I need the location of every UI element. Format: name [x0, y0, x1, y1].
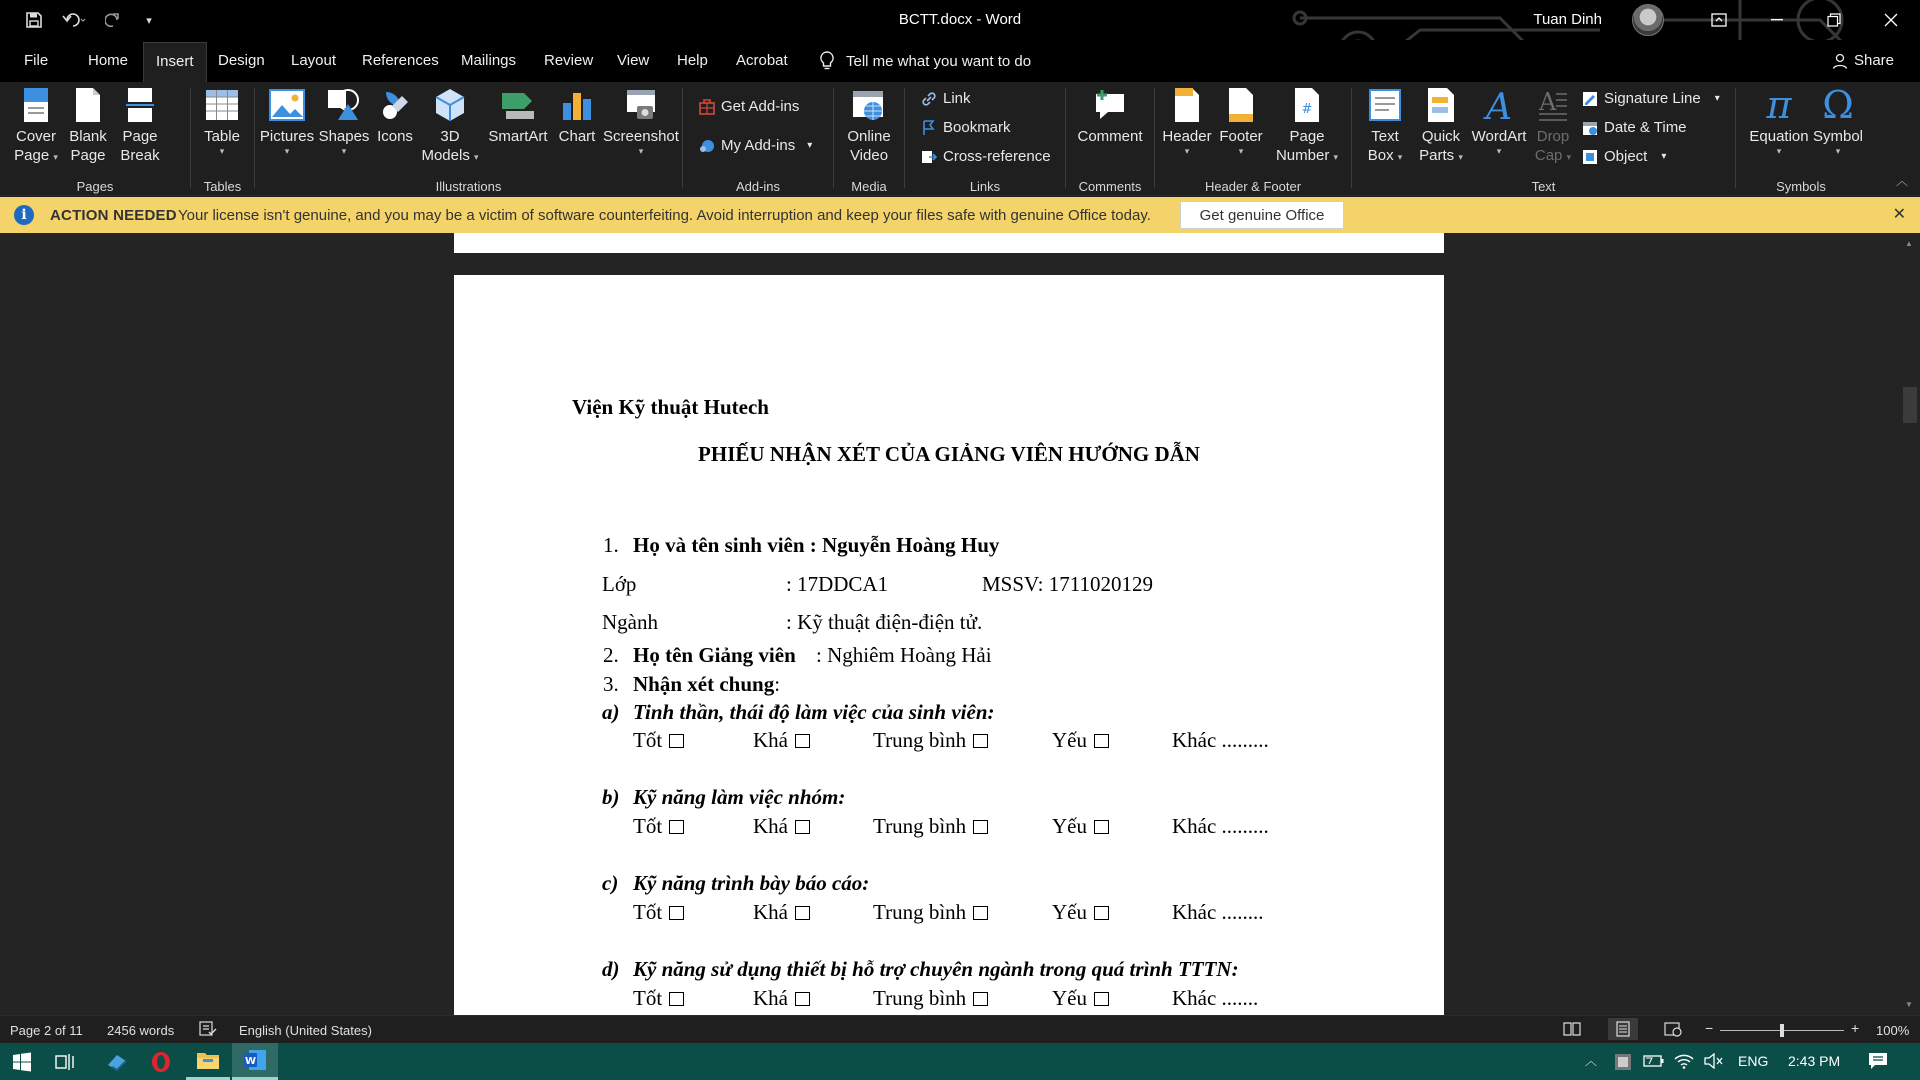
- wordart-icon: [1481, 86, 1517, 124]
- quick-parts-icon: [1423, 86, 1459, 124]
- task-view-icon[interactable]: [44, 1043, 88, 1080]
- checkbox[interactable]: [1094, 820, 1109, 834]
- input-language[interactable]: ENG: [1738, 1053, 1769, 1069]
- chart-button[interactable]: Chart: [552, 86, 602, 146]
- cross-reference-icon: [921, 149, 937, 165]
- text-box-icon: [1367, 86, 1403, 124]
- tab-view[interactable]: View: [617, 52, 650, 69]
- rating-weak: Yếu: [1052, 728, 1109, 753]
- rating-good: Tốt: [633, 728, 684, 753]
- ribbon-insert: [0, 82, 1920, 196]
- drop-cap-button[interactable]: A Drop Cap ▾: [1534, 88, 1572, 164]
- group-label-media: Media: [851, 179, 887, 194]
- equation-button[interactable]: π Equation ▾: [1749, 83, 1809, 156]
- customize-qat-icon[interactable]: ▾: [146, 14, 152, 27]
- criteria-letter: d): [602, 957, 620, 981]
- checkbox[interactable]: [669, 992, 684, 1006]
- group-label-symbols: Symbols: [1776, 179, 1826, 194]
- student-name-line: Họ và tên sinh viên : Nguyễn Hoàng Huy: [633, 533, 1000, 557]
- checkbox[interactable]: [795, 820, 810, 834]
- cover-page-button[interactable]: Cover Page ▾: [10, 86, 62, 165]
- general-comment-heading: Nhận xét chung:: [633, 672, 781, 696]
- symbol-button[interactable]: Ω Symbol ▾: [1812, 83, 1864, 156]
- word-count[interactable]: 2456 words: [107, 1023, 175, 1038]
- title-bar: [0, 0, 1920, 40]
- scroll-up-icon[interactable]: ▲: [1905, 239, 1913, 248]
- checkbox[interactable]: [1094, 734, 1109, 748]
- header-button[interactable]: Header ▾: [1161, 86, 1213, 156]
- link-button[interactable]: Link: [921, 90, 971, 107]
- word-icon[interactable]: [232, 1043, 278, 1080]
- list-number: 2.: [603, 643, 619, 667]
- group-label-header-footer: Header & Footer: [1204, 179, 1302, 194]
- tell-me-search[interactable]: [820, 51, 1031, 71]
- rating-other: Khác .........: [1172, 728, 1269, 752]
- online-video-button[interactable]: Online Video: [842, 86, 896, 165]
- footer-icon: [1223, 86, 1259, 124]
- smartart-button[interactable]: SmartArt: [483, 86, 553, 146]
- rating-other: Khác ........: [1172, 900, 1264, 924]
- tab-help[interactable]: Help: [677, 52, 708, 69]
- signature-line-button[interactable]: Signature Line ▾: [1582, 90, 1720, 107]
- class-label: Lớp: [602, 572, 637, 596]
- person-icon: [1832, 53, 1848, 69]
- group-links: [905, 82, 1065, 196]
- tab-review[interactable]: Review: [544, 52, 594, 69]
- avatar[interactable]: [1632, 4, 1664, 36]
- info-icon: i: [14, 205, 34, 225]
- criteria-letter: a): [602, 700, 620, 724]
- group-media: [834, 82, 904, 196]
- list-number: 3.: [603, 672, 619, 696]
- document-heading: PHIẾU NHẬN XÉT CỦA GIẢNG VIÊN HƯỚNG DẪN: [698, 442, 1200, 466]
- rating-average: Trung bình: [873, 728, 988, 753]
- close-icon[interactable]: ✕: [1892, 206, 1906, 223]
- share-label: Share: [1853, 52, 1894, 69]
- bar-chart-icon: [559, 86, 595, 124]
- collapse-ribbon-icon[interactable]: ︿: [1895, 174, 1908, 188]
- rating-weak: Yếu: [1052, 900, 1109, 925]
- tab-acrobat[interactable]: Acrobat: [736, 52, 788, 69]
- bookmark-icon: [921, 120, 937, 136]
- quick-parts-button[interactable]: Quick Parts ▾: [1414, 86, 1468, 165]
- language[interactable]: English (United States): [239, 1023, 372, 1038]
- svg-text:A: A: [1539, 88, 1557, 116]
- group-addins: [683, 82, 833, 196]
- screenshot-icon: [623, 86, 659, 124]
- student-id: MSSV: 1711020129: [982, 572, 1153, 596]
- wifi-icon[interactable]: [1674, 1053, 1694, 1072]
- svg-text:#: #: [1301, 102, 1313, 117]
- zoom-slider-thumb[interactable]: [1780, 1024, 1784, 1037]
- footer-button[interactable]: Footer ▾: [1215, 86, 1267, 156]
- lecturer-label: Họ tên Giảng viên: [633, 643, 796, 667]
- page-break-icon: [122, 86, 158, 124]
- group-comments: [1066, 82, 1154, 196]
- group-label-comments: Comments: [1078, 179, 1142, 194]
- group-tables: [191, 82, 254, 196]
- comment-icon: [1092, 86, 1128, 124]
- group-text: [1352, 82, 1735, 196]
- object-button[interactable]: Object ▾: [1582, 148, 1666, 165]
- get-addins-button[interactable]: Get Add-ins: [699, 98, 799, 115]
- link-icon: [921, 91, 937, 107]
- checkbox[interactable]: [669, 906, 684, 920]
- criteria-letter: b): [602, 785, 620, 809]
- rating-average: Trung bình: [873, 986, 988, 1011]
- battery-icon[interactable]: [1643, 1054, 1665, 1071]
- read-mode-icon[interactable]: [1563, 1021, 1581, 1040]
- get-genuine-office-button[interactable]: Get genuine Office: [1180, 201, 1344, 229]
- windows-start-icon[interactable]: [0, 1043, 44, 1080]
- major-value: : Kỹ thuật điện-điện tử.: [786, 610, 983, 634]
- rating-good: Tốt: [633, 814, 684, 839]
- table-icon: [204, 86, 240, 124]
- zoom-out-icon[interactable]: −: [1705, 1020, 1714, 1036]
- rating-other: Khác .......: [1172, 986, 1259, 1010]
- checkbox[interactable]: [1094, 992, 1109, 1006]
- drop-cap-icon: [1535, 86, 1571, 124]
- comment-button[interactable]: Comment: [1070, 86, 1150, 146]
- tray-app-icon[interactable]: [1614, 1053, 1632, 1074]
- file-explorer-icon[interactable]: [186, 1043, 230, 1080]
- omega-icon: Ω: [1822, 83, 1854, 127]
- header-icon: [1169, 86, 1205, 124]
- icons-icon: [377, 86, 413, 124]
- screenshot-button[interactable]: Screenshot ▾: [602, 86, 680, 156]
- my-addins-icon: [699, 138, 715, 154]
- criteria-title: Kỹ năng trình bày báo cáo:: [633, 871, 870, 895]
- status-bar: [0, 1015, 1920, 1043]
- group-symbols: [1736, 82, 1866, 196]
- checkbox[interactable]: [795, 992, 810, 1006]
- rating-weak: Yếu: [1052, 814, 1109, 839]
- rating-average: Trung bình: [873, 900, 988, 925]
- page-break-button[interactable]: Page Break: [114, 86, 166, 165]
- opera-icon[interactable]: [139, 1043, 183, 1080]
- object-icon: [1582, 149, 1598, 165]
- group-illustrations: [255, 82, 682, 196]
- lightbulb-icon: [820, 51, 834, 71]
- pinned-app-icon[interactable]: [95, 1043, 139, 1080]
- checkbox[interactable]: [973, 820, 988, 834]
- date-time-button[interactable]: Date & Time: [1582, 119, 1687, 136]
- page-number-button[interactable]: # Page Number ▾: [1269, 86, 1345, 165]
- cube-icon: [432, 86, 468, 124]
- scroll-thumb[interactable]: [1903, 387, 1917, 423]
- tab-references[interactable]: References: [362, 52, 439, 69]
- signature-icon: [1582, 91, 1598, 107]
- scroll-down-icon[interactable]: ▼: [1905, 1000, 1913, 1009]
- 3d-models-button[interactable]: 3D Models ▾: [420, 86, 480, 165]
- rating-good: Tốt: [633, 900, 684, 925]
- criteria-letter: c): [602, 871, 619, 895]
- rating-weak: Yếu: [1052, 986, 1109, 1011]
- zoom-level[interactable]: 100%: [1876, 1023, 1910, 1038]
- rating-fair: Khá: [753, 900, 810, 925]
- tab-layout[interactable]: Layout: [291, 52, 337, 69]
- clock[interactable]: 2:43 PM: [1788, 1053, 1841, 1069]
- checkbox[interactable]: [1094, 906, 1109, 920]
- wordart-button[interactable]: A WordArt ▾: [1471, 87, 1527, 156]
- tab-mailings[interactable]: Mailings: [461, 52, 517, 69]
- group-header-footer: [1155, 82, 1351, 196]
- checkbox[interactable]: [973, 992, 988, 1006]
- group-pages: [0, 82, 190, 196]
- window-title: BCTT.docx - Word: [898, 11, 1022, 28]
- lecturer-name: : Nghiêm Hoàng Hải: [816, 643, 992, 667]
- smartart-icon: [500, 86, 536, 124]
- my-addins-button[interactable]: My Add-ins ▾: [699, 137, 812, 154]
- license-warning-bar: [0, 197, 1920, 233]
- ribbon-display-options-icon[interactable]: [1690, 0, 1747, 40]
- group-label-addins: Add-ins: [735, 179, 781, 194]
- checkbox[interactable]: [795, 734, 810, 748]
- table-button[interactable]: Table ▾: [196, 86, 248, 156]
- rating-average: Trung bình: [873, 814, 988, 839]
- close-icon[interactable]: [1862, 0, 1919, 40]
- group-label-tables: Tables: [203, 179, 242, 194]
- rating-fair: Khá: [753, 814, 810, 839]
- previous-page[interactable]: [454, 233, 1444, 253]
- current-page[interactable]: [454, 275, 1444, 1015]
- bookmark-button[interactable]: Bookmark: [921, 119, 1011, 136]
- share-button[interactable]: [1832, 52, 1894, 69]
- ribbon-tab-bar: [0, 40, 1920, 82]
- notification-title: ACTION NEEDED: [50, 207, 177, 224]
- cross-reference-button[interactable]: Cross-reference: [921, 148, 1051, 165]
- group-label-links: Links: [969, 179, 1001, 194]
- picture-icon: [269, 86, 305, 124]
- rating-fair: Khá: [753, 986, 810, 1011]
- online-video-icon: [851, 86, 887, 124]
- document-canvas[interactable]: [0, 233, 1900, 1015]
- icons-button[interactable]: Icons: [370, 86, 420, 146]
- pi-icon: π: [1766, 83, 1792, 127]
- tab-insert[interactable]: Insert: [143, 42, 207, 82]
- chevron-up-icon[interactable]: ︿: [1585, 1054, 1598, 1068]
- criteria-title: Kỹ năng làm việc nhóm:: [633, 785, 846, 809]
- blank-page-icon: [70, 86, 106, 124]
- pictures-button[interactable]: Pictures ▾: [257, 86, 317, 156]
- svg-text:W: W: [244, 1056, 257, 1067]
- speaker-muted-icon[interactable]: [1704, 1053, 1724, 1072]
- tab-file[interactable]: File: [24, 52, 49, 69]
- vertical-scrollbar[interactable]: [1900, 233, 1920, 1015]
- proofing-icon[interactable]: [199, 1021, 217, 1040]
- notification-message: Your license isn't genuine, and you may be a victim of software counterfeiting. Avoid interruption and keep your files safe with genuine Office today.: [178, 207, 1151, 224]
- criteria-title: Tinh thần, thái độ làm việc của sinh viên:: [633, 700, 995, 724]
- tell-me-label: Tell me what you want to do: [846, 52, 1032, 70]
- institute-name: Viện Kỹ thuật Hutech: [572, 395, 769, 419]
- svg-text:A: A: [1486, 87, 1512, 123]
- notification-center-icon[interactable]: [1868, 1052, 1888, 1073]
- checkbox[interactable]: [669, 734, 684, 748]
- windows-taskbar: [0, 1043, 1920, 1080]
- rating-other: Khác .........: [1172, 814, 1269, 838]
- cover-page-icon: [18, 86, 54, 124]
- tab-home[interactable]: Home: [88, 52, 129, 69]
- print-layout-icon[interactable]: [1608, 1018, 1638, 1040]
- group-label-text: Text: [1531, 179, 1556, 194]
- blank-page-button[interactable]: Blank Page: [64, 86, 112, 165]
- minimize-icon[interactable]: [1748, 0, 1805, 40]
- checkbox[interactable]: [973, 734, 988, 748]
- page-number-icon: [1289, 86, 1325, 124]
- store-icon: [699, 99, 715, 115]
- shapes-button[interactable]: Shapes ▾: [315, 86, 373, 156]
- checkbox[interactable]: [669, 820, 684, 834]
- checkbox[interactable]: [973, 906, 988, 920]
- checkbox[interactable]: [795, 906, 810, 920]
- zoom-in-icon[interactable]: +: [1851, 1020, 1860, 1036]
- page-count[interactable]: Page 2 of 11: [10, 1023, 83, 1038]
- rating-good: Tốt: [633, 986, 684, 1011]
- group-label-illustrations: Illustrations: [435, 179, 502, 194]
- list-number: 1.: [603, 533, 619, 557]
- text-box-button[interactable]: Text Box ▾: [1360, 86, 1410, 165]
- restore-icon[interactable]: [1805, 0, 1862, 40]
- calendar-icon: [1582, 120, 1598, 136]
- criteria-title: Kỹ năng sử dụng thiết bị hỗ trợ chuyên ngành trong quá trình TTTN:: [633, 957, 1239, 981]
- major-label: Ngành: [602, 610, 658, 634]
- class-value: : 17DDCA1: [786, 572, 889, 596]
- user-name[interactable]: Tuan Dinh: [1533, 11, 1602, 28]
- group-label-pages: Pages: [76, 179, 114, 194]
- web-layout-icon[interactable]: [1664, 1021, 1682, 1040]
- shapes-icon: [326, 86, 362, 124]
- tab-design[interactable]: Design: [218, 52, 265, 69]
- rating-fair: Khá: [753, 728, 810, 753]
